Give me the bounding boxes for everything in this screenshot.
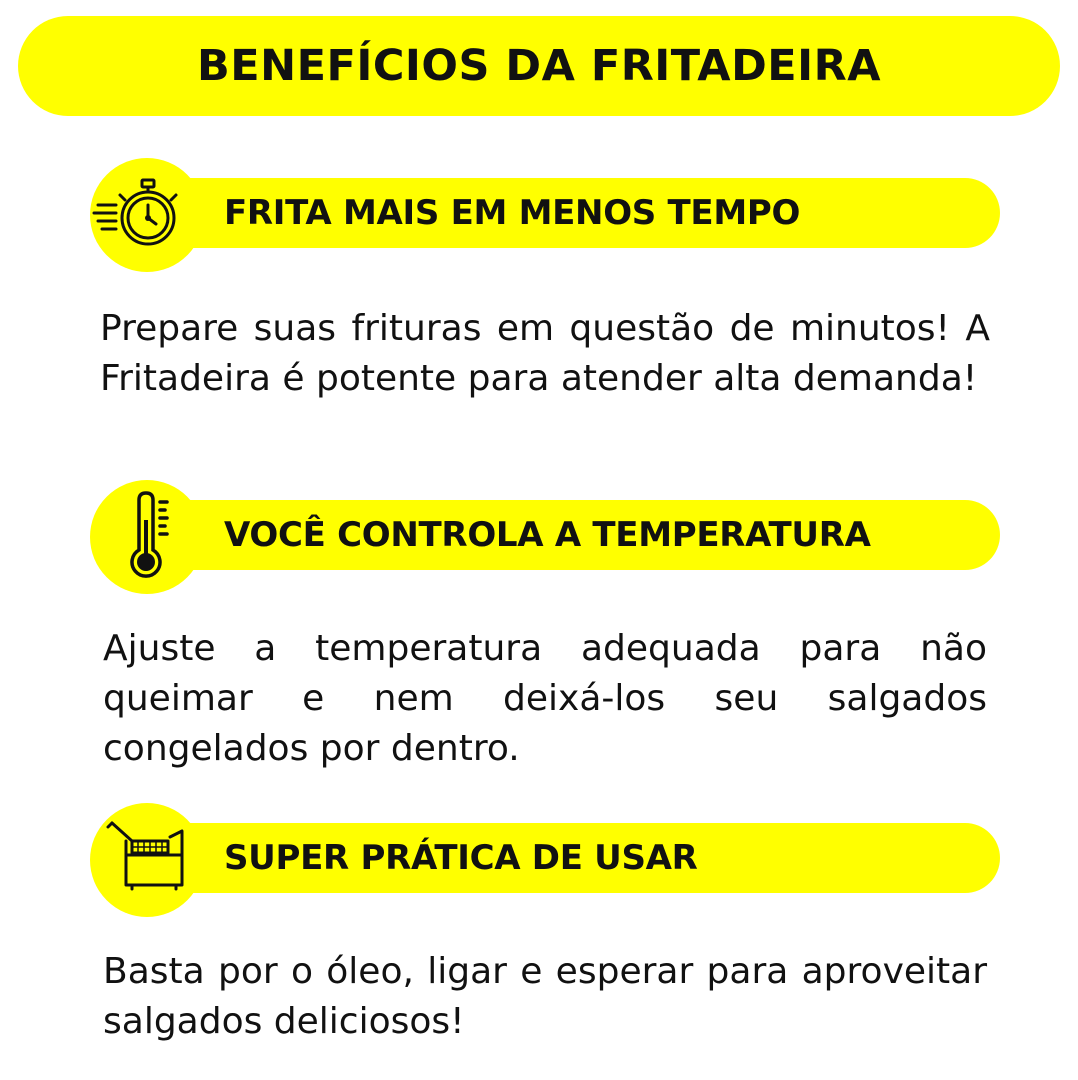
fryer-icon <box>90 803 204 917</box>
title-banner <box>18 16 1060 116</box>
section-heading: FRITA MAIS EM MENOS TEMPO <box>224 193 801 233</box>
page-title: BENEFÍCIOS DA FRITADEIRA <box>196 41 882 91</box>
stopwatch-icon <box>90 158 204 272</box>
thermometer-icon <box>90 480 204 594</box>
section-heading: VOCÊ CONTROLA A TEMPERATURA <box>224 515 871 555</box>
section-heading: SUPER PRÁTICA DE USAR <box>224 838 698 878</box>
section-body: Prepare suas frituras em questão de minutos! A Fritadeira é potente para atender alta demanda! <box>100 308 990 399</box>
section-body: Basta por o óleo, ligar e esperar para aproveitar salgados deliciosos! <box>103 951 987 1042</box>
section-body: Ajuste a temperatura adequada para não queimar e nem deixá-los seu salgados congelados por dentro. <box>103 628 987 769</box>
